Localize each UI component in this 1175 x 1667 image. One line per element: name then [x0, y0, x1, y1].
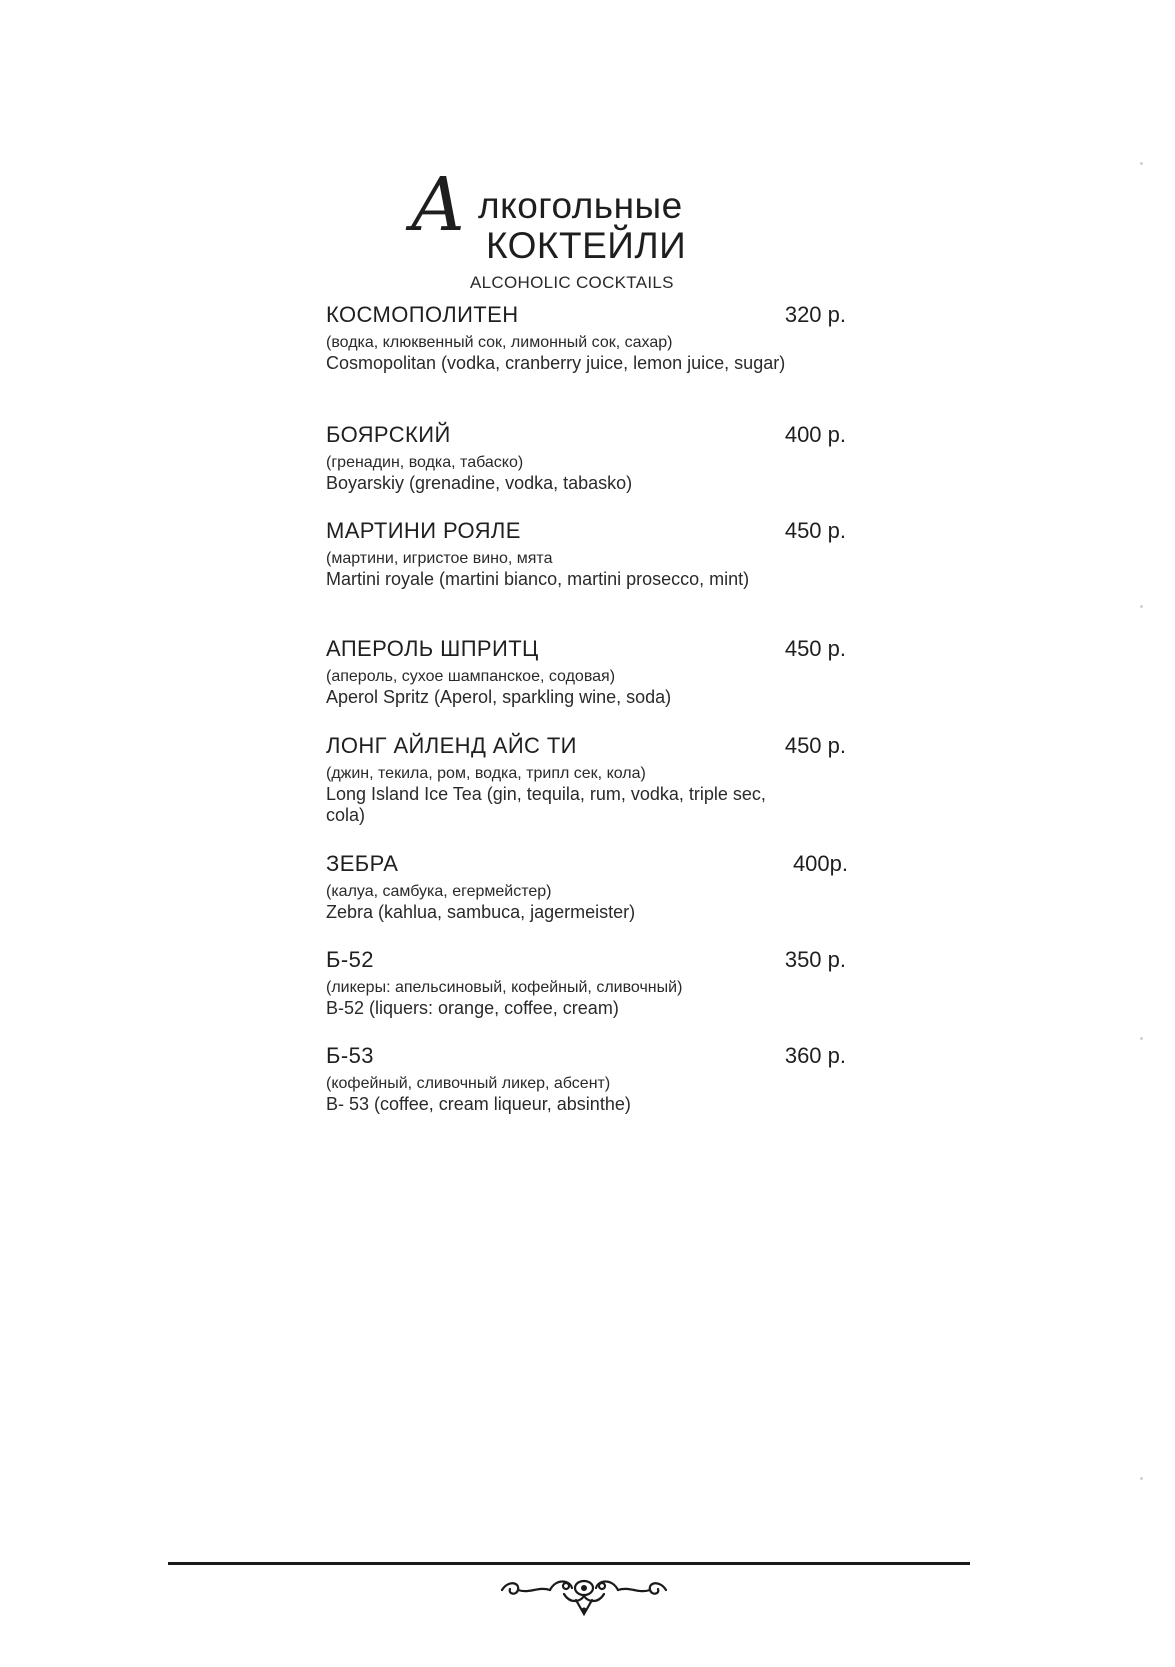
menu-item-price: 450 р. — [784, 518, 846, 543]
menu-item-description-en: B-52 (liquers: orange, coffee, cream) — [326, 998, 619, 1018]
menu-item-name: БОЯРСКИЙ — [326, 422, 451, 447]
menu-item-price: 350 р. — [784, 947, 846, 972]
menu-item-name: Б-53 — [326, 1043, 374, 1068]
menu-item-name: КОСМОПОЛИТЕН — [326, 302, 519, 327]
menu-item-zebra — [326, 851, 846, 923]
menu-item-description-en: Boyarskiy (grenadine, vodka, tabasko) — [326, 473, 633, 493]
menu-item-description-en: Aperol Spritz (Aperol, sparkling wine, soda) — [326, 687, 672, 707]
scan-speck — [1140, 162, 1143, 165]
menu-item-price: 320 р. — [784, 302, 846, 327]
menu-item-ingredients-ru: (гренадин, водка, табаско) — [326, 454, 524, 471]
page-subtitle: ALCOHOLIC COCKTAILS — [470, 273, 674, 292]
menu-item-ingredients-ru: (апероль, сухое шампанское, содовая) — [326, 668, 616, 685]
menu-item-price: 360 р. — [784, 1043, 846, 1068]
menu-item-long-island — [326, 733, 846, 826]
title-initial-letter: А — [410, 162, 467, 248]
menu-item-name: Б-52 — [326, 947, 374, 972]
menu-item-description-en: Cosmopolitan (vodka, cranberry juice, lemon juice, sugar) — [326, 353, 786, 373]
menu-item-description-en: Martini royale (martini bianco, martini prosecco, mint) — [326, 569, 750, 589]
menu-item-price: 400р. — [792, 851, 848, 876]
menu-item-name: АПЕРОЛЬ ШПРИТЦ — [326, 636, 539, 661]
menu-item-ingredients-ru: (водка, клюквенный сок, лимонный сок, сахар) — [326, 334, 673, 351]
menu-item-ingredients-ru: (джин, текила, ром, водка, трипл сек, кола) — [326, 765, 646, 782]
menu-item-description-en: Zebra (kahlua, sambuca, jagermeister) — [326, 902, 636, 922]
title-line-2: КОКТЕЙЛИ — [486, 225, 687, 266]
menu-item-martini-royale — [326, 518, 846, 590]
menu-item-name: ЛОНГ АЙЛЕНД АЙС ТИ — [326, 733, 577, 758]
footer-divider — [168, 1562, 970, 1565]
menu-item-price: 450 р. — [784, 636, 846, 661]
menu-item-b53 — [326, 1043, 846, 1115]
menu-item-aperol-spritz — [326, 636, 846, 708]
scroll-ornament-icon — [494, 1570, 674, 1620]
menu-item-cosmopolitan — [326, 302, 846, 374]
menu-item-name: МАРТИНИ РОЯЛЕ — [326, 518, 521, 543]
menu-item-ingredients-ru: (мартини, игристое вино, мята — [326, 550, 553, 567]
menu-item-price: 450 р. — [784, 733, 846, 758]
scan-speck — [1140, 1037, 1143, 1040]
menu-item-description-en: B- 53 (coffee, cream liqueur, absinthe) — [326, 1094, 631, 1114]
menu-item-b52 — [326, 947, 846, 1019]
menu-item-description-en: Long Island Ice Tea (gin, tequila, rum, vodka, triple sec, cola) — [326, 784, 766, 825]
menu-item-ingredients-ru: (ликеры: апельсиновый, кофейный, сливочный) — [326, 979, 683, 996]
menu-item-ingredients-ru: (калуа, самбука, егермейстер) — [326, 883, 552, 900]
menu-item-boyarskiy — [326, 422, 846, 494]
title-line-1: лкогольные — [478, 185, 683, 226]
menu-item-name: ЗЕБРА — [326, 851, 399, 876]
scan-speck — [1140, 1477, 1143, 1480]
menu-item-price: 400 р. — [784, 422, 846, 447]
menu-item-ingredients-ru: (кофейный, сливочный ликер, абсент) — [326, 1075, 611, 1092]
scan-speck — [1140, 605, 1143, 608]
